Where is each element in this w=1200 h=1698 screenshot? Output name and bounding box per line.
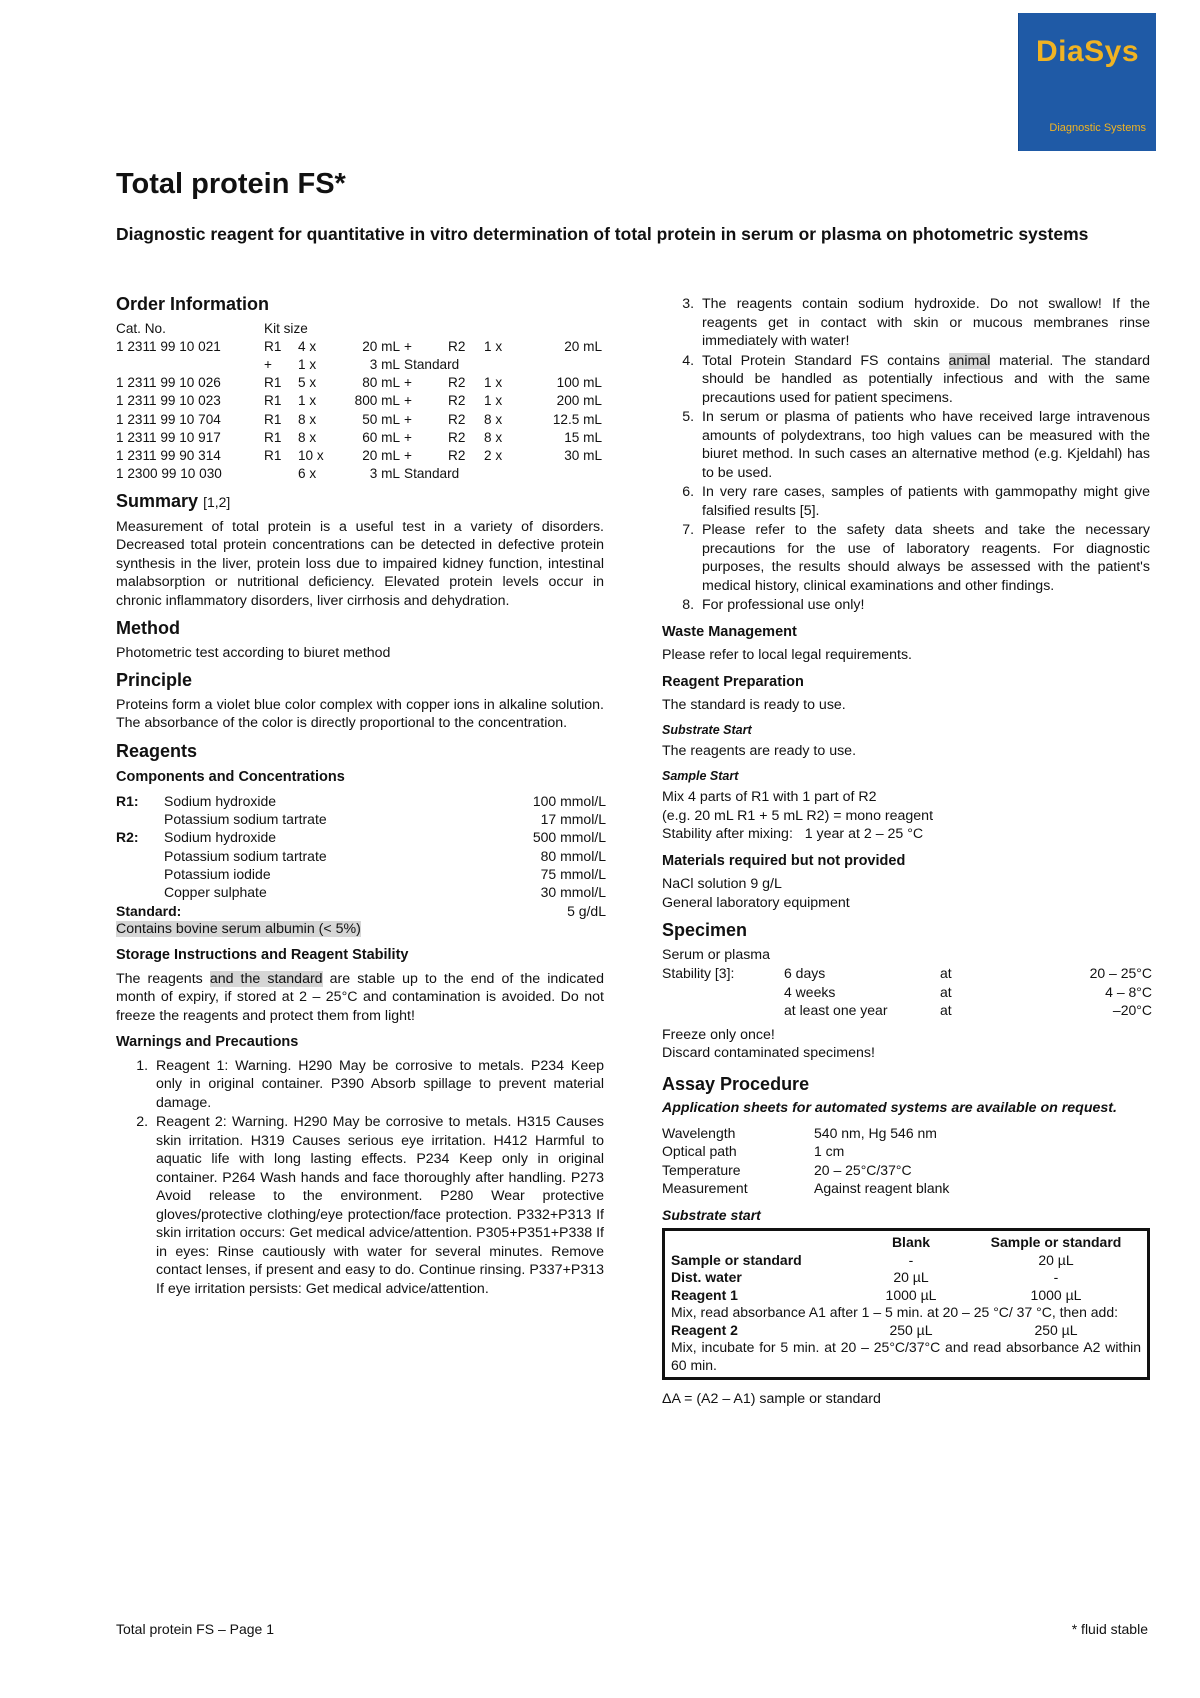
waste-text: Please refer to local legal requirements. xyxy=(662,647,912,663)
footer-note: * fluid stable xyxy=(1071,1621,1148,1637)
procedure-row: Reagent 2 250 µL 250 µL xyxy=(671,1321,1078,1338)
order-row: 1 2311 99 10 917 R1 8 x 60 mL + R2 8 x 15 mL xyxy=(116,429,602,445)
warning-item: 1. Reagent 1: Warning. H290 May be corrosive to metals. P234 Keep only in original container. P390 Absorb spillage to prevent material damage. xyxy=(152,1057,604,1113)
assay-heading: Assay Procedure xyxy=(662,1073,810,1094)
warning-item: 8. For professional use only! xyxy=(698,596,1150,615)
order-row: 1 2311 99 10 023 R1 1 x 800 mL + R2 1 x 200 mL xyxy=(116,393,602,409)
procedure-row: Dist. water 20 µL - xyxy=(671,1269,1059,1285)
order-col-kit: Kit size xyxy=(264,320,308,336)
sample-start-line: Mix 4 parts of R1 with 1 part of R2 xyxy=(662,789,877,805)
warning-item: 7. Please refer to the safety data sheets and take the necessary precautions for the use of laboratory reagents. For diagnostic purposes, the results should always be assessed with the patient's medical history, clinical examinations and other findings. xyxy=(698,521,1150,595)
order-row: 1 2300 99 10 030 6 x 3 mL Standard xyxy=(116,466,460,482)
component-row: Copper sulphate 30 mmol/L xyxy=(164,884,606,901)
assay-parameters xyxy=(662,1124,949,1198)
prep-text: The standard is ready to use. xyxy=(662,697,846,713)
order-table xyxy=(116,320,606,484)
procedure-instruction: Mix, read absorbance A1 after 1 – 5 min. at 20 – 25 °C/ 37 °C, then add: xyxy=(671,1304,1119,1320)
specimen-note: Discard contaminated specimens! xyxy=(662,1045,875,1061)
warning-item: 4. Total Protein Standard FS contains animal material. The standard should be handled as potentially infectious and with the same precautions used for patient specimens. xyxy=(698,352,1150,408)
page-subtitle: Diagnostic reagent for quantitative in vitro determination of total protein in serum or plasma on photometric systems xyxy=(116,224,1089,244)
diasys-logo xyxy=(1018,13,1156,151)
specimen-heading: Specimen xyxy=(662,920,748,940)
order-row: + 1 x 3 mL Standard xyxy=(264,356,460,372)
components-heading: Components and Concentrations xyxy=(116,769,345,786)
sample-start-line: (e.g. 20 mL R1 + 5 mL R2) = mono reagent xyxy=(662,807,934,824)
warning-item: 5. In serum or plasma of patients who have received large intravenous amounts of polydextrans, too high values can be measured with the biuret method. In such cases an alternative method (e.g. Kjeldahl) has to be used. xyxy=(698,408,1150,482)
param-row: Optical path 1 cm xyxy=(662,1143,845,1159)
order-row: 1 2311 99 10 026 R1 5 x 80 mL + R2 1 x 100 mL xyxy=(116,375,602,391)
warnings-heading: Warnings and Precautions xyxy=(116,1034,299,1051)
method-heading: Method xyxy=(116,618,180,639)
components-table xyxy=(116,792,606,920)
component-row: Potassium iodide 75 mmol/L xyxy=(164,866,606,883)
component-row: R2: Sodium hydroxide 500 mmol/L xyxy=(116,829,606,846)
stability-row: at least one year at –20°C xyxy=(784,1002,1152,1018)
logo-tagline: Diagnostic Systems xyxy=(1049,122,1146,134)
reagents-heading: Reagents xyxy=(116,740,198,761)
page-title: Total protein FS* xyxy=(116,168,346,200)
summary-text: Measurement of total protein is a useful test in a variety of disorders. Decreased total protein concentrations can be detected in defective protein synthesis in the liver, protein loss due to impaired kidney function, intestinal malabsorption or nutritional deficiency. Elevated protein levels occur in chronic inflammatory disorders, liver cirrhosis and dehydration. xyxy=(116,518,604,609)
sample-start-line: Stability after mixing: 1 year at 2 – 25 °C xyxy=(662,826,924,842)
materials-line: NaCl solution 9 g/L xyxy=(662,876,782,892)
warnings-list-continued xyxy=(662,295,1150,615)
materials-heading: Materials required but not provided xyxy=(662,852,906,869)
order-header-row xyxy=(116,320,606,338)
order-col-cat: Cat. No. xyxy=(116,320,166,336)
storage-text: The reagents and the standard are stable up to the end of the indicated month of expiry, if stored at 2 – 25°C and contamination is avoided. Do not freeze the reagents and protect them from light! xyxy=(116,970,604,1024)
specimen-stability-table xyxy=(662,964,1152,1020)
method-text: Photometric test according to biuret method xyxy=(116,644,391,661)
materials-line: General laboratory equipment xyxy=(662,894,850,911)
procedure-instruction: Mix, incubate for 5 min. at 20 – 25°C/37°C and read absorbance A2 within 60 min. xyxy=(671,1339,1141,1373)
procedure-box xyxy=(662,1228,1150,1380)
component-row: R1: Sodium hydroxide 100 mmol/L xyxy=(116,792,606,809)
component-row: Potassium sodium tartrate 80 mmol/L xyxy=(164,847,606,864)
procedure-header: Blank Sample or standard xyxy=(891,1234,1122,1250)
procedure-row: Sample or standard - 20 µL xyxy=(671,1251,1074,1268)
specimen-note: Freeze only once! xyxy=(662,1026,775,1043)
assay-app-note: Application sheets for automated systems are available on request. xyxy=(662,1100,1117,1116)
order-row: 1 2311 99 90 314 R1 10 x 20 mL + R2 2 x 30 mL xyxy=(116,447,602,463)
param-row: Measurement Against reagent blank xyxy=(662,1180,950,1196)
left-column xyxy=(116,295,604,1299)
summary-heading: Summary [1,2] xyxy=(116,491,231,512)
order-row: 1 2311 99 10 704 R1 8 x 50 mL + R2 8 x 12.5 mL xyxy=(116,411,602,427)
substrate-start-heading: Substrate Start xyxy=(662,722,752,737)
footer-page-label: Total protein FS – Page 1 xyxy=(116,1621,274,1637)
param-row: Wavelength 540 nm, Hg 546 nm xyxy=(662,1124,937,1141)
param-row: Temperature 20 – 25°C/37°C xyxy=(662,1161,912,1178)
procedure-row: Reagent 1 1000 µL 1000 µL xyxy=(671,1286,1082,1303)
prep-heading: Reagent Preparation xyxy=(662,673,804,690)
right-column xyxy=(662,295,1150,1409)
principle-heading: Principle xyxy=(116,670,193,691)
standard-note: Contains bovine serum albumin (< 5%) xyxy=(116,920,361,937)
sample-start-heading: Sample Start xyxy=(662,768,739,783)
standard-row: Standard: 5 g/dL xyxy=(116,902,606,919)
principle-text: Proteins form a violet blue color complex with copper ions in alkaline solution. The absorbance of the color is directly proportional to the concentration. xyxy=(116,696,604,732)
warning-item: 3. The reagents contain sodium hydroxide. Do not swallow! If the reagents get in contact with skin or mucous membranes rinse immediately with water! xyxy=(698,295,1150,351)
storage-heading: Storage Instructions and Reagent Stability xyxy=(116,947,409,964)
order-row: 1 2311 99 10 021 R1 4 x 20 mL + R2 1 x 20 mL xyxy=(116,338,602,354)
delta-formula: ΔA = (A2 – A1) sample or standard xyxy=(662,1391,881,1407)
substrate-start-text: The reagents are ready to use. xyxy=(662,743,857,759)
substrate-start-title: Substrate start xyxy=(662,1206,761,1223)
stability-row: Stability [3]: 6 days at 20 – 25°C xyxy=(662,965,1152,981)
component-row: Potassium sodium tartrate 17 mmol/L xyxy=(164,811,606,828)
specimen-type: Serum or plasma xyxy=(662,946,771,963)
order-heading: Order Information xyxy=(116,294,270,314)
logo-name: DiaSys xyxy=(1035,35,1140,68)
procedure-table xyxy=(671,1234,1141,1374)
warning-item: 2. Reagent 2: Warning. H290 May be corrosive to metals. H315 Causes skin irritation. H319 Causes serious eye irritation. H412 Harmful to aquatic life with long lasting effects. P234 Keep only in original container. P264 Wash hands and face thoroughly after handling. P273 Avoid release to the environment. P280 Wear protective gloves/protective clothing/eye protection/face protection. P332+P313 If skin irritation occurs: Get medical advice/attention. P305+P351+P338 If in eyes: Rinse cautiously with water for several minutes. Remove contact lenses, if present and easy to do. Continue rinsing. P337+P313 If eye irritation persists: Get medical advice/attention. xyxy=(152,1113,604,1298)
stability-row: 4 weeks at 4 – 8°C xyxy=(784,983,1152,1000)
waste-heading: Waste Management xyxy=(662,623,797,640)
warnings-list xyxy=(116,1057,604,1299)
warning-item: 6. In very rare cases, samples of patients with gammopathy might give falsified results [5]. xyxy=(698,483,1150,520)
